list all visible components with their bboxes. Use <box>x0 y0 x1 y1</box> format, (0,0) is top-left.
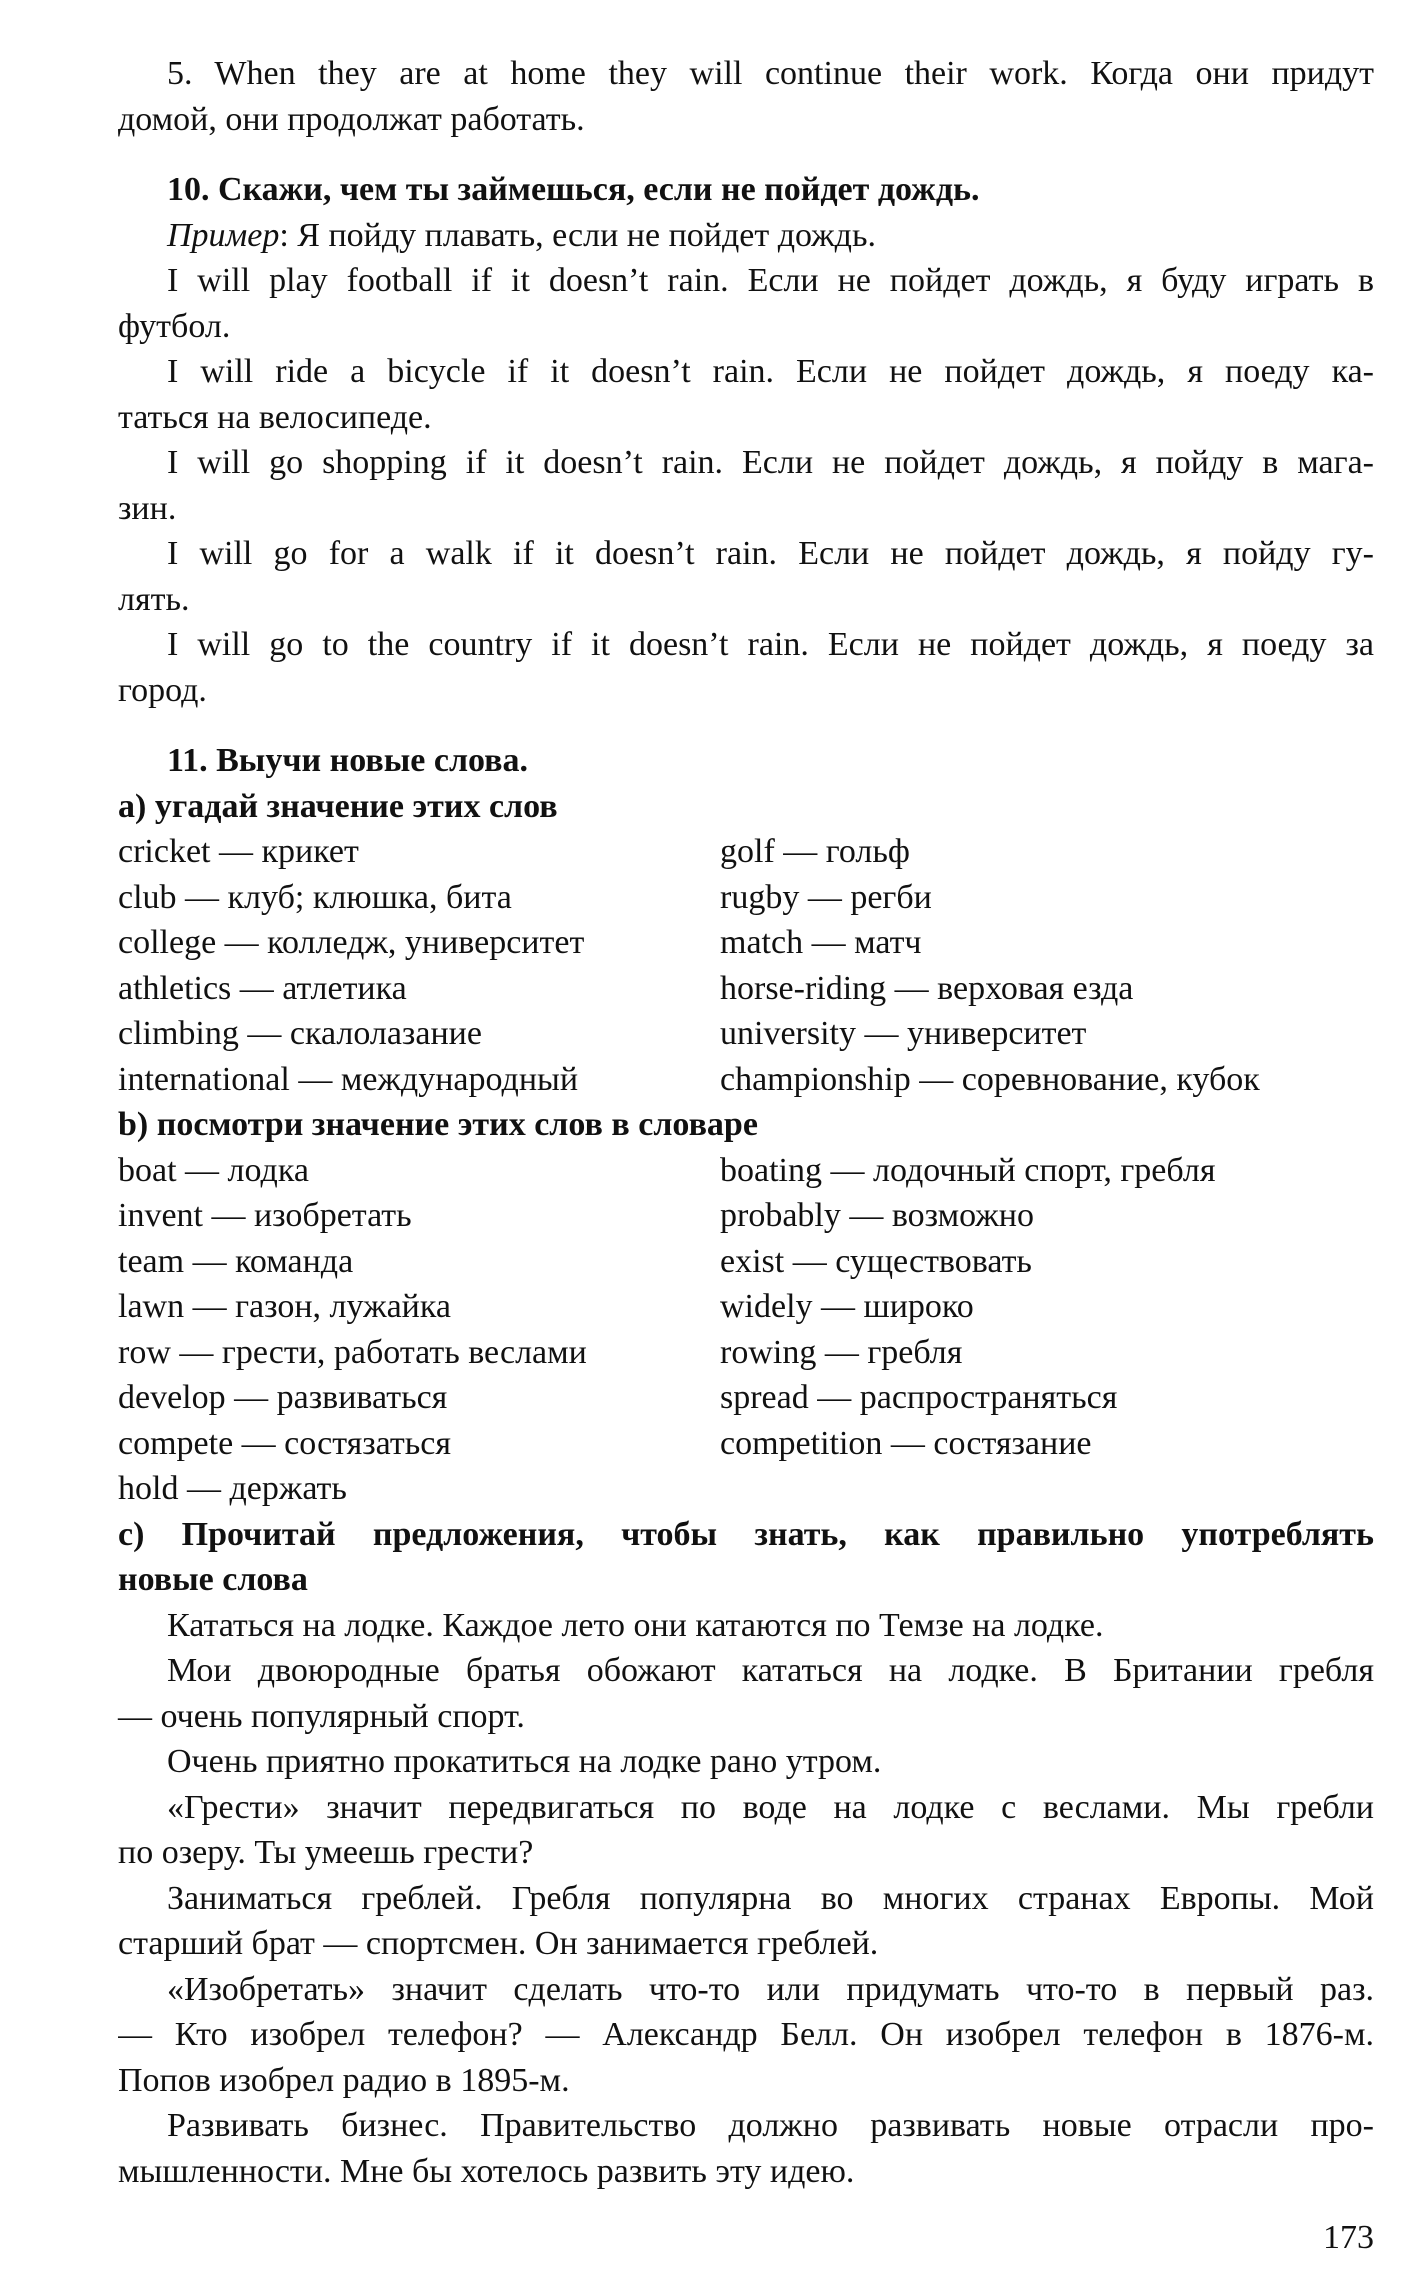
paragraph-line: — очень популярный спорт. <box>118 1697 525 1735</box>
word-right: rowing — гребля <box>720 1333 963 1371</box>
word-row <box>118 1466 1374 1512</box>
heading-line: c) Прочитай предложения, чтобы знать, как правильно употреблять <box>118 1515 1374 1553</box>
example-paragraph <box>118 1785 1374 1876</box>
word-left: team — команда <box>118 1242 354 1280</box>
word-left: boat — лодка <box>118 1151 309 1189</box>
paragraph-line: мышленности. Мне бы хотелось развить эту идею. <box>118 2152 855 2190</box>
word-row <box>118 1330 1374 1376</box>
exercise-11-heading: 11. Выучи новые слова. <box>167 742 529 779</box>
word-row <box>118 875 1374 921</box>
word-right: probably — возможно <box>720 1197 1034 1234</box>
part-c-heading <box>118 1512 1374 1603</box>
paragraph-line: «Грести» значит передвигаться по воде на лодке с веслами. Мы гребли <box>167 1788 1374 1826</box>
word-row <box>118 1421 1374 1467</box>
answer-item <box>118 440 1374 531</box>
word-left: develop — развиваться <box>118 1379 448 1416</box>
paragraph-line: I will ride a bicycle if it doesn’t rain. Если не пойдет дождь, я поеду ка- <box>167 353 1374 390</box>
page-number: 173 <box>1323 2219 1374 2256</box>
word-left: club — клуб; клюшка, бита <box>118 878 512 916</box>
paragraph-line: I will go for a walk if it doesn’t rain. Если не пойдет дождь, я пойду гу- <box>167 535 1374 572</box>
paragraph-line: зин. <box>118 489 177 527</box>
word-row <box>118 1193 1374 1239</box>
word-row <box>118 829 1374 875</box>
paragraph-line: «Изобретать» значит сделать что-то или придумать что-то в первый раз. <box>167 1970 1374 2008</box>
word-right: university — университет <box>720 1015 1087 1052</box>
example-label: Пример <box>167 216 280 254</box>
paragraph-line: I will go shopping if it doesn’t rain. Если не пойдет дождь, я пойду в мага- <box>167 444 1374 481</box>
paragraph-line: — Кто изобрел телефон? — Александр Белл. Он изобрел телефон в 1876-м. <box>118 2016 1374 2053</box>
paragraph-line: Мои двоюродные братья обожают кататься на лодке. В Британии гребля <box>167 1652 1374 1689</box>
word-row <box>118 920 1374 966</box>
word-left: international — международный <box>118 1060 579 1098</box>
paragraph-line: футбол. <box>118 307 231 345</box>
word-row <box>118 1375 1374 1421</box>
word-right: exist — существовать <box>720 1242 1032 1280</box>
answer-item <box>118 349 1374 440</box>
part-a-heading: а) угадай значение этих слов <box>118 787 558 825</box>
paragraph-line: I will go to the country if it doesn’t rain. Если не пойдет дождь, я поеду за <box>167 626 1374 663</box>
paragraph-line: Очень приятно прокатиться на лодке рано утром. <box>167 1743 882 1780</box>
example-line <box>118 213 1374 259</box>
example-text: : Я пойду плавать, если не пойдет дождь. <box>279 216 876 254</box>
paragraph-line: домой, они продолжат работать. <box>118 100 585 138</box>
word-right: boating — лодочный спорт, гребля <box>720 1151 1216 1189</box>
word-left: college — колледж, университет <box>118 924 585 961</box>
part-b-heading: b) посмотри значение этих слов в словаре <box>118 1106 758 1143</box>
word-right: golf — гольф <box>720 833 910 870</box>
example-paragraph <box>118 1876 1374 1967</box>
word-left: hold — держать <box>118 1470 347 1507</box>
word-right: spread — распространяться <box>720 1379 1118 1416</box>
paragraph-line: Попов изобрел радио в 1895-м. <box>118 2061 570 2099</box>
word-row <box>118 1239 1374 1285</box>
word-right: match — матч <box>720 924 922 961</box>
word-left: lawn — газон, лужайка <box>118 1288 451 1325</box>
paragraph-line: по озеру. Ты умеешь грести? <box>118 1834 534 1871</box>
word-right <box>720 1466 1374 1512</box>
word-row <box>118 966 1374 1012</box>
word-row <box>118 1284 1374 1330</box>
paragraph-line: лять. <box>118 580 190 618</box>
word-row <box>118 1148 1374 1194</box>
word-right: rugby — регби <box>720 878 932 916</box>
paragraph-line: город. <box>118 671 207 709</box>
paragraph-line: Заниматься греблей. Гребля популярна во многих странах Европы. Мой <box>167 1879 1374 1917</box>
example-paragraph <box>118 2103 1374 2194</box>
word-left: cricket — крикет <box>118 833 359 870</box>
paragraph-line: Кататься на лодке. Каждое лето они катаются по Темзе на лодке. <box>167 1606 1104 1644</box>
word-left: climbing — скалолазание <box>118 1015 482 1052</box>
answer-item <box>118 622 1374 713</box>
textbook-page <box>118 51 1374 2194</box>
exercise-10-heading: 10. Скажи, чем ты займешься, если не пойдет дождь. <box>167 171 980 208</box>
word-left: row — грести, работать веслами <box>118 1333 587 1371</box>
paragraph-line: Развивать бизнес. Правительство должно развивать новые отрасли про- <box>167 2107 1374 2144</box>
word-right: horse-riding — верховая езда <box>720 969 1134 1007</box>
word-row <box>118 1011 1374 1057</box>
example-paragraph <box>118 1967 1374 2104</box>
word-right: competition — состязание <box>720 1424 1092 1462</box>
paragraph-line: таться на велосипеде. <box>118 398 432 436</box>
paragraph-line: I will play football if it doesn’t rain. Если не пойдет дождь, я буду играть в <box>167 262 1374 299</box>
example-paragraph <box>118 1739 1374 1785</box>
example-paragraph <box>118 1603 1374 1649</box>
paragraph-line: старший брат — спортсмен. Он занимается греблей. <box>118 1925 879 1962</box>
paragraph-line: 5. When they are at home they will continue their work. Когда они придут <box>167 55 1374 92</box>
word-right: championship — соревнование, кубок <box>720 1060 1260 1098</box>
answer-item <box>118 531 1374 622</box>
word-left: compete — состязаться <box>118 1424 451 1462</box>
word-right: widely — широко <box>720 1288 974 1325</box>
heading-line: новые слова <box>118 1561 308 1598</box>
word-row <box>118 1057 1374 1103</box>
answer-item <box>118 258 1374 349</box>
example-paragraph <box>118 1648 1374 1739</box>
paragraph <box>118 51 1374 142</box>
word-left: athletics — атлетика <box>118 969 407 1007</box>
word-left: invent — изобретать <box>118 1197 412 1234</box>
